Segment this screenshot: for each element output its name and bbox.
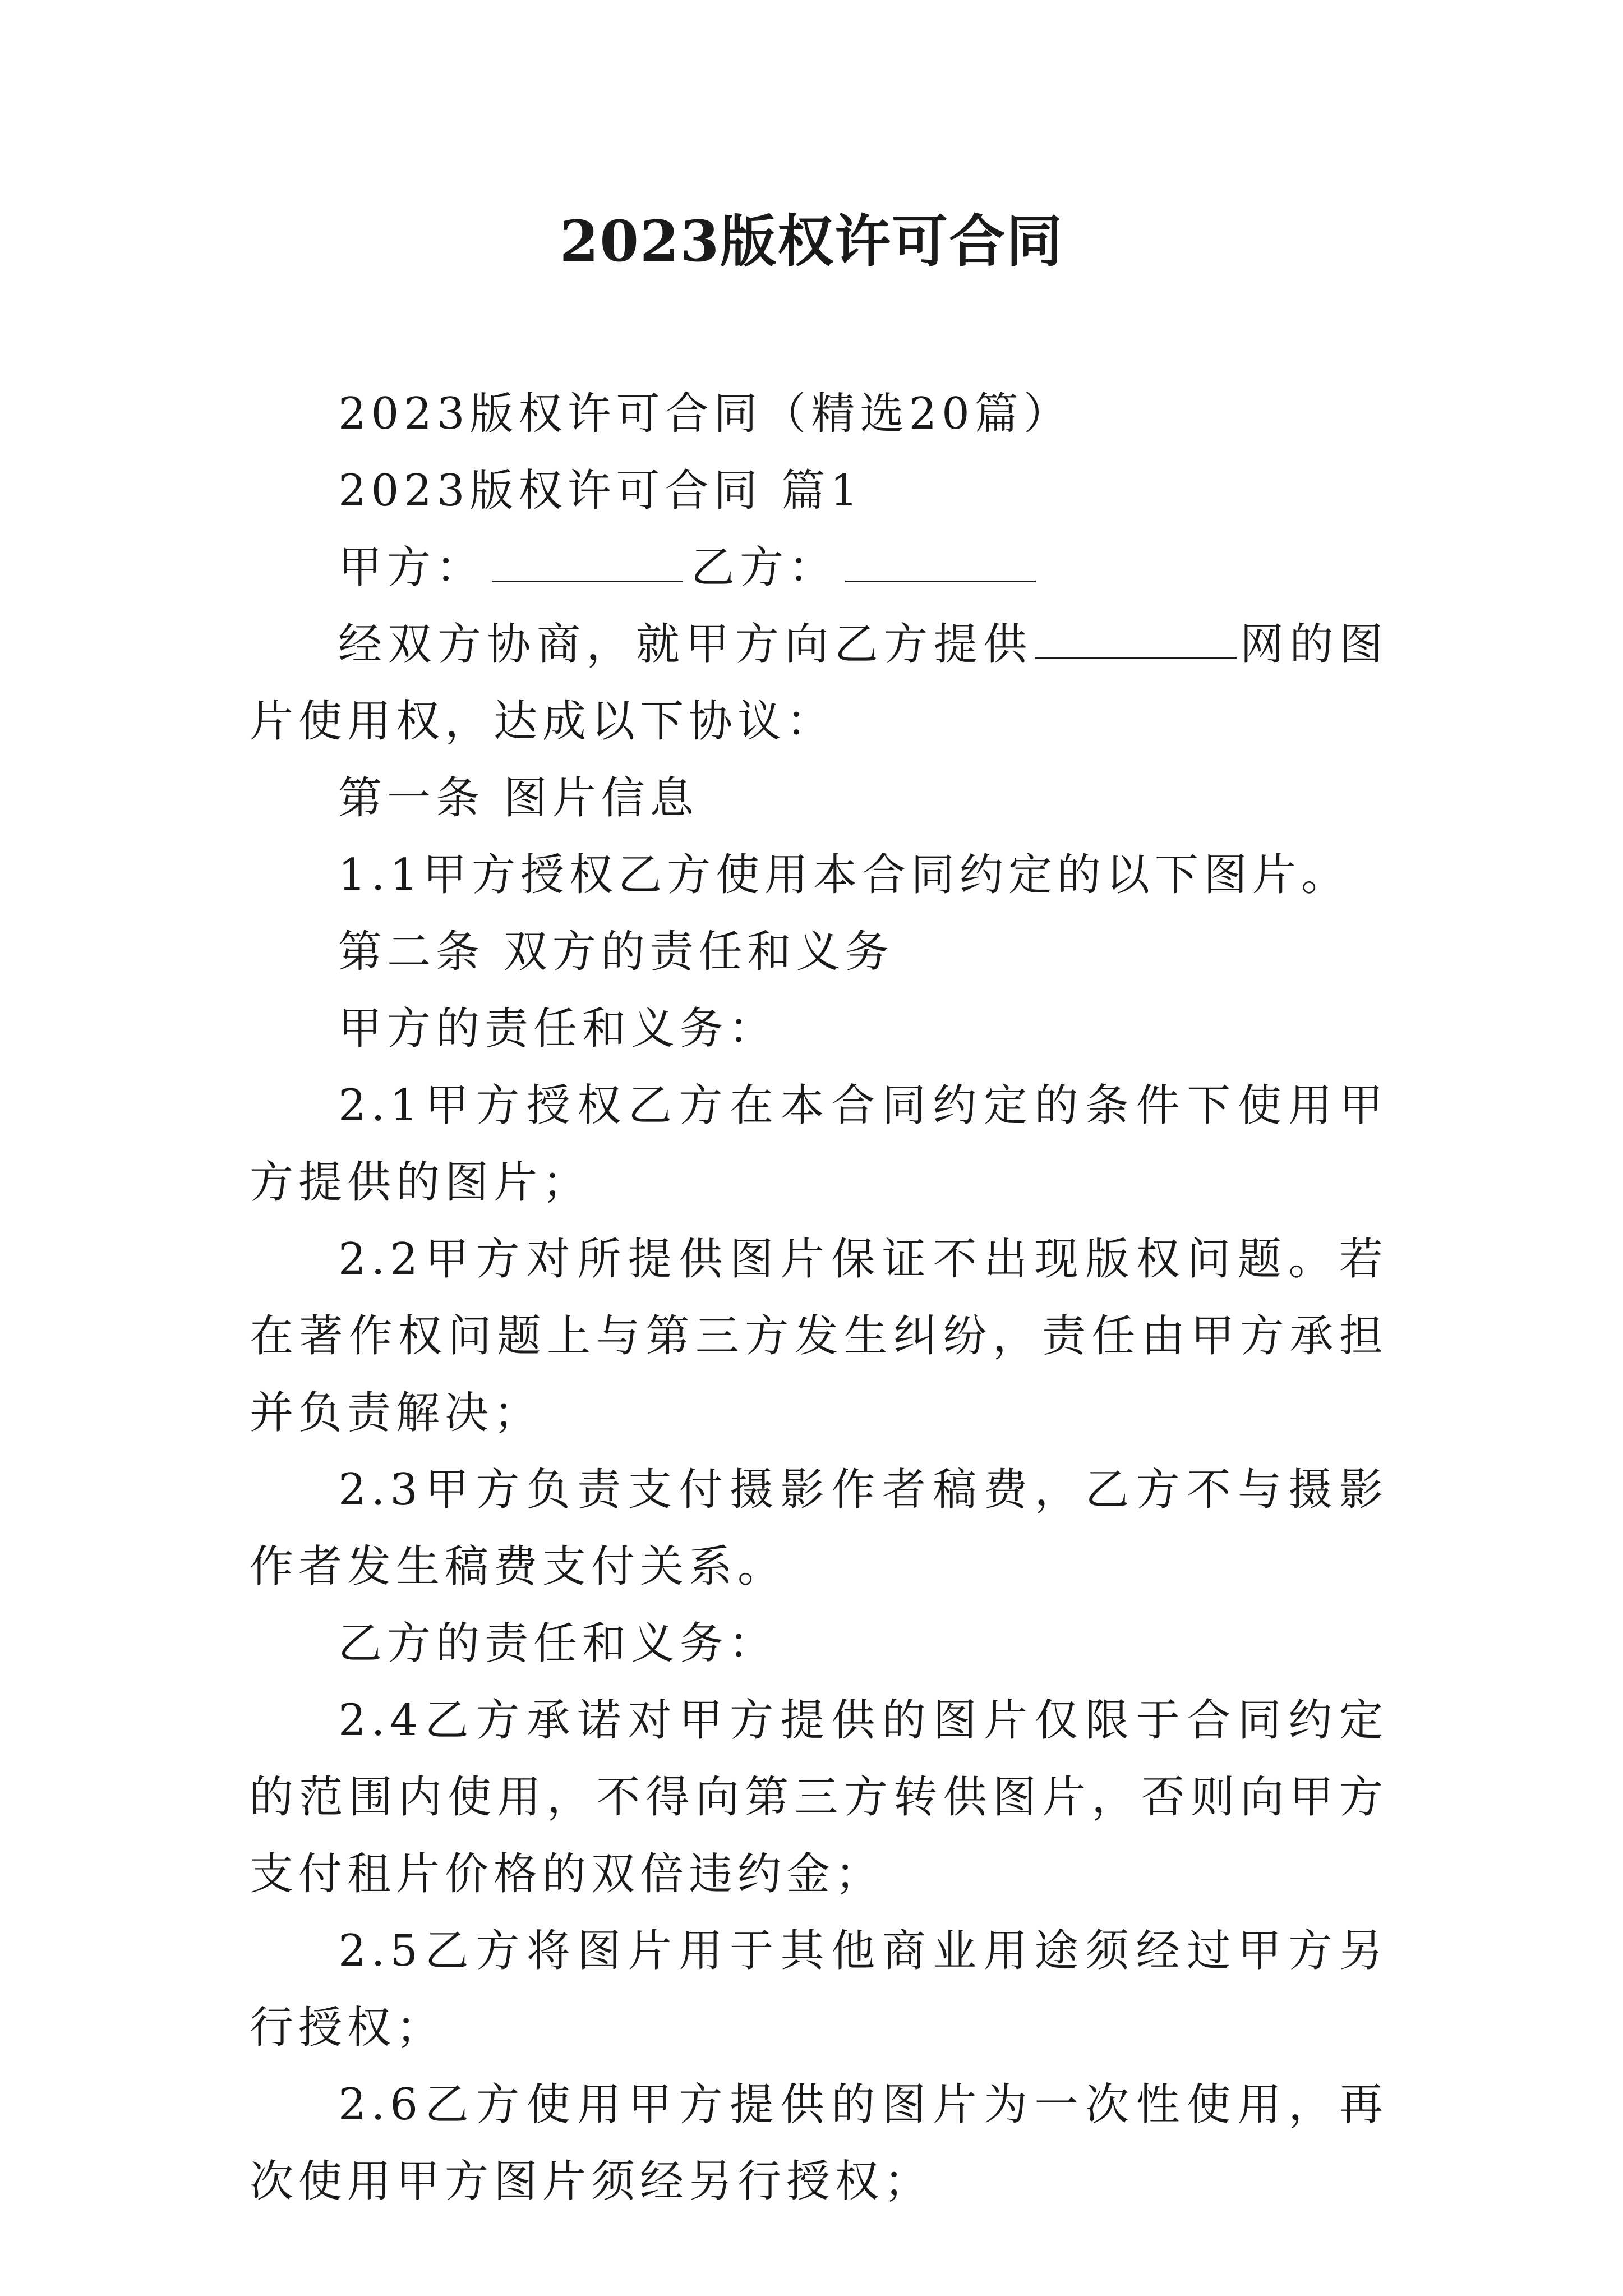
- section-2-heading: 第二条 双方的责任和义务: [338, 927, 894, 977]
- intro-paragraph: [250, 606, 1388, 760]
- section-1-heading: 第一条 图片信息: [338, 773, 699, 823]
- parties-paragraph: [250, 530, 1388, 606]
- clause-2-1: 2.1甲方授权乙方在本合同约定的条件下使用甲方提供的图片；: [250, 1080, 1388, 1208]
- subtitle-paragraph: 2023版权许可合同（精选20篇）: [338, 389, 1072, 439]
- party-b-blank[interactable]: [845, 537, 1036, 582]
- intro-text-before: 经双方协商，就甲方向乙方提供: [338, 619, 1033, 670]
- clause-2-3: 2.3甲方负责支付摄影作者稿费，乙方不与摄影作者发生稿费支付关系。: [250, 1465, 1388, 1592]
- document-body: [250, 376, 1388, 2220]
- website-blank[interactable]: [1035, 614, 1237, 659]
- clause-2-4: 2.4乙方承诺对甲方提供的图片仅限于合同约定的范围内使用，不得向第三方转供图片，否则向甲方支付租片价格的双倍违约金；: [250, 1695, 1388, 1899]
- party-b-label: 乙方：: [691, 542, 838, 593]
- party-a-duties-heading: 甲方的责任和义务：: [338, 1004, 778, 1054]
- party-a-label: 甲方：: [338, 542, 485, 593]
- article-label-paragraph: 2023版权许可合同 篇1: [338, 466, 863, 516]
- clause-2-6: 2.6乙方使用甲方提供的图片为一次性使用，再次使用甲方图片须经另行授权；: [250, 2079, 1388, 2207]
- intro-text-after: 网的图片使用权，达成以下协议：: [250, 619, 1388, 747]
- clause-2-2: 2.2甲方对所提供图片保证不出现版权问题。若在著作权问题上与第三方发生纠纷，责任由甲方承担并负责解决；: [250, 1234, 1388, 1438]
- document-title: 2023版权许可合同: [559, 208, 1064, 274]
- clause-1-1: 1.1甲方授权乙方使用本合同约定的以下图片。: [338, 850, 1350, 900]
- clause-2-5: 2.5乙方将图片用于其他商业用途须经过甲方另行授权；: [250, 1926, 1388, 2053]
- party-a-blank[interactable]: [492, 537, 683, 582]
- party-b-duties-heading: 乙方的责任和义务：: [338, 1618, 778, 1669]
